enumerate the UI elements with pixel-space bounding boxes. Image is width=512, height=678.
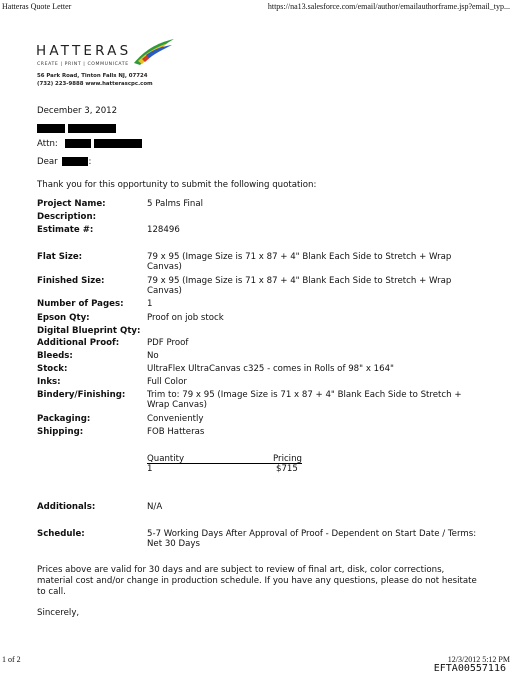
field-value: 5 Palms Final (147, 199, 204, 209)
dear-suffix: : (88, 157, 92, 167)
field-label: Finished Size: (37, 276, 105, 286)
field-label: Flat Size: (37, 252, 83, 262)
field-value: UltraFlex UltraCanvas c325 - comes in Rolls of 98" x 164" (147, 364, 394, 374)
field-label: Bleeds: (37, 351, 73, 361)
field-label: Stock: (37, 364, 68, 374)
quantity-cell: 1 (147, 464, 153, 474)
print-timestamp: 12/3/2012 5:12 PM (447, 655, 510, 664)
signoff: Sincerely, (37, 608, 80, 618)
field-value: 79 x 95 (Image Size is 71 x 87 + 4" Blank Each Side to Stretch + Wrap Canvas) (147, 276, 452, 296)
field-label: Shipping: (37, 427, 84, 437)
logo-address (37, 72, 153, 88)
print-header (2, 2, 510, 12)
page-number: 1 of 2 (2, 655, 21, 664)
address-line: 56 Park Road, Tinton Falls NJ, 07724 (37, 73, 148, 79)
field-value: Conveniently (147, 414, 204, 424)
attn-line (37, 139, 142, 149)
logo-brand: HATTERAS (36, 43, 132, 59)
field-label: Bindery/Finishing: (37, 390, 126, 400)
redaction-block (68, 124, 116, 133)
closing-paragraph: Prices above are valid for 30 days and are subject to review of final art, disk, color corrections, material cost and/or change in production schedule. If you have any questions, please do not hesitate to call. (37, 565, 477, 597)
field-value: 128496 (147, 225, 180, 235)
schedule-value: 5-7 Working Days After Approval of Proof - Dependent on Start Date / Terms: Net 30 Days (147, 529, 477, 549)
field-label: Number of Pages: (37, 299, 124, 309)
field-value: Trim to: 79 x 95 (Image Size is 71 x 87 + 4" Blank Each Side to Stretch + Wrap Canvas) (147, 390, 462, 410)
field-label: Digital Blueprint Qty: (37, 326, 141, 336)
field-value: Proof on job stock (147, 313, 224, 323)
quantity-header: Quantity (147, 454, 185, 464)
phone-web-line: (732) 223-9888 www.hatterascpc.com (37, 81, 153, 87)
bates-number: EFTA00557116 (433, 663, 506, 674)
field-label: Additional Proof: (37, 338, 120, 348)
recipient-line (37, 124, 116, 134)
field-label: Packaging: (37, 414, 91, 424)
field-label: Project Name: (37, 199, 106, 209)
attn-label: Attn: (37, 139, 58, 149)
redaction-block (65, 139, 91, 148)
hatteras-logo (36, 41, 186, 101)
page-url: https://na13.salesforce.com/email/author/emailauthorframe.jsp?email_typ... (267, 2, 510, 11)
field-value: No (147, 351, 159, 361)
redaction-block (94, 139, 142, 148)
redaction-block (37, 124, 65, 133)
letter-date: December 3, 2012 (37, 106, 118, 116)
field-value: PDF Proof (147, 338, 189, 348)
schedule-label: Schedule: (37, 529, 85, 539)
salutation-line (37, 157, 91, 167)
field-label: Estimate #: (37, 225, 94, 235)
page-title: Hatteras Quote Letter (2, 2, 72, 11)
additionals-label: Additionals: (37, 502, 96, 512)
brush-swoosh-icon (132, 37, 176, 69)
intro-text: Thank you for this opportunity to submit the following quotation: (37, 180, 317, 190)
field-value: 79 x 95 (Image Size is 71 x 87 + 4" Blank Each Side to Stretch + Wrap Canvas) (147, 252, 452, 272)
field-value: 1 (147, 299, 153, 309)
additionals-value: N/A (147, 502, 163, 512)
field-label: Epson Qty: (37, 313, 90, 323)
price-cell: $715 (276, 464, 298, 474)
field-label: Description: (37, 212, 97, 222)
field-value: FOB Hatteras (147, 427, 205, 437)
field-label: Inks: (37, 377, 61, 387)
dear-label: Dear (37, 157, 58, 167)
pricing-header: Pricing (273, 454, 302, 464)
logo-tagline: CREATE | PRINT | COMMUNICATE (37, 62, 129, 67)
field-value: Full Color (147, 377, 187, 387)
redaction-block (62, 157, 88, 166)
